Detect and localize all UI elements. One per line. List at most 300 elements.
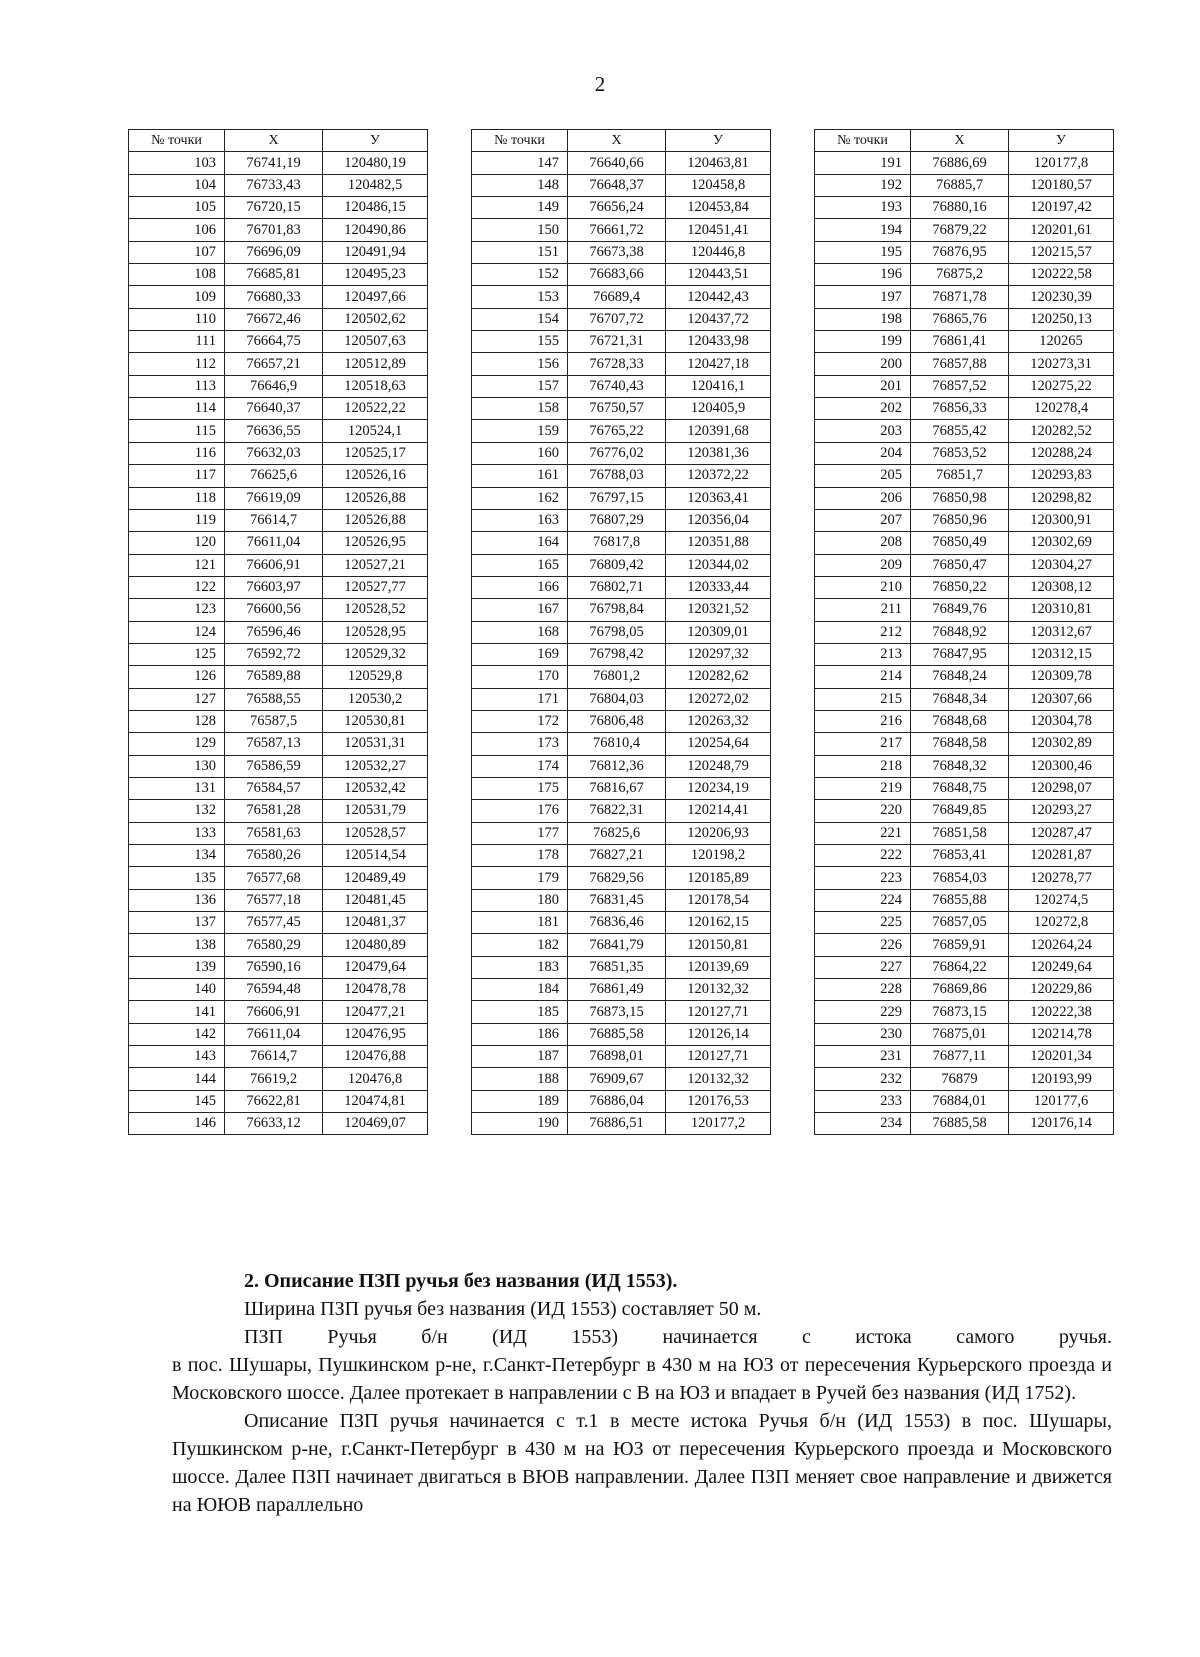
y-coordinate-cell: 120309,01	[666, 621, 771, 643]
point-number-cell: 211	[815, 599, 911, 621]
y-coordinate-cell: 120479,64	[323, 956, 428, 978]
x-coordinate-cell: 76875,2	[911, 264, 1009, 286]
x-coordinate-cell: 76848,68	[911, 710, 1009, 732]
table-row	[129, 934, 428, 956]
y-coordinate-cell: 120476,95	[323, 1023, 428, 1045]
x-coordinate-cell: 76827,21	[568, 845, 666, 867]
point-number-cell: 204	[815, 442, 911, 464]
x-coordinate-cell: 76807,29	[568, 509, 666, 531]
paragraph-2: Описание ПЗП ручья начинается с т.1 в месте истока Ручья б/н (ИД 1553) в пос. Шушары, Пушкинском р-не, г.Санкт-Петербург в 430 м на ЮЗ от пересечения Курьерского проезда и Московского шоссе. Далее ПЗП начинает двигаться в ВЮВ направлении. Далее ПЗП меняет свое направление и движется на ЮЮВ параллельно	[172, 1410, 1112, 1516]
x-coordinate-cell: 76614,7	[225, 1046, 323, 1068]
header-x: X	[568, 130, 666, 152]
y-coordinate-cell: 120344,02	[666, 554, 771, 576]
point-number-cell: 217	[815, 733, 911, 755]
y-coordinate-cell: 120273,31	[1009, 353, 1114, 375]
table-row	[129, 286, 428, 308]
header-point-number: № точки	[815, 130, 911, 152]
table-row	[815, 487, 1114, 509]
y-coordinate-cell: 120287,47	[1009, 822, 1114, 844]
table-row	[129, 375, 428, 397]
y-coordinate-cell: 120416,1	[666, 375, 771, 397]
table-row	[129, 331, 428, 353]
y-coordinate-cell: 120321,52	[666, 599, 771, 621]
point-number-cell: 177	[472, 822, 568, 844]
table-row	[815, 331, 1114, 353]
point-number-cell: 154	[472, 308, 568, 330]
y-coordinate-cell: 120532,42	[323, 777, 428, 799]
point-number-cell: 136	[129, 889, 225, 911]
y-coordinate-cell: 120300,46	[1009, 755, 1114, 777]
x-coordinate-cell: 76879	[911, 1068, 1009, 1090]
x-coordinate-cell: 76812,36	[568, 755, 666, 777]
table-row	[129, 398, 428, 420]
point-number-cell: 143	[129, 1046, 225, 1068]
y-coordinate-cell: 120480,89	[323, 934, 428, 956]
y-coordinate-cell: 120263,32	[666, 710, 771, 732]
x-coordinate-cell: 76850,22	[911, 576, 1009, 598]
point-number-cell: 221	[815, 822, 911, 844]
point-number-cell: 225	[815, 912, 911, 934]
table-row	[472, 845, 771, 867]
point-number-cell: 223	[815, 867, 911, 889]
point-number-cell: 105	[129, 197, 225, 219]
x-coordinate-cell: 76886,51	[568, 1113, 666, 1135]
point-number-cell: 119	[129, 509, 225, 531]
y-coordinate-cell: 120333,44	[666, 576, 771, 598]
point-number-cell: 207	[815, 509, 911, 531]
y-coordinate-cell: 120528,52	[323, 599, 428, 621]
table-row	[815, 599, 1114, 621]
x-coordinate-cell: 76876,95	[911, 241, 1009, 263]
x-coordinate-cell: 76875,01	[911, 1023, 1009, 1045]
table-row	[129, 576, 428, 598]
table-row	[129, 599, 428, 621]
point-number-cell: 197	[815, 286, 911, 308]
x-coordinate-cell: 76848,92	[911, 621, 1009, 643]
y-coordinate-cell: 120282,52	[1009, 420, 1114, 442]
x-coordinate-cell: 76857,52	[911, 375, 1009, 397]
table-row	[129, 643, 428, 665]
y-coordinate-cell: 120481,37	[323, 912, 428, 934]
table-row	[815, 532, 1114, 554]
point-number-cell: 145	[129, 1090, 225, 1112]
y-coordinate-cell: 120150,81	[666, 934, 771, 956]
table-row	[129, 308, 428, 330]
point-number-cell: 152	[472, 264, 568, 286]
x-coordinate-cell: 76603,97	[225, 576, 323, 598]
table-row	[815, 264, 1114, 286]
header-point-number: № точки	[472, 130, 568, 152]
table-row	[815, 308, 1114, 330]
table-row	[815, 621, 1114, 643]
x-coordinate-cell: 76592,72	[225, 643, 323, 665]
point-number-cell: 199	[815, 331, 911, 353]
table-row	[129, 1113, 428, 1135]
x-coordinate-cell: 76648,37	[568, 174, 666, 196]
x-coordinate-cell: 76581,28	[225, 800, 323, 822]
x-coordinate-cell: 76588,55	[225, 688, 323, 710]
point-number-cell: 122	[129, 576, 225, 598]
paragraph-1-first-line: ПЗП Ручья б/н (ИД 1553) начинается с истока самого ручья.	[244, 1326, 1112, 1348]
point-number-cell: 115	[129, 420, 225, 442]
table-row	[815, 1023, 1114, 1045]
x-coordinate-cell: 76707,72	[568, 308, 666, 330]
table-row	[815, 1113, 1114, 1135]
point-number-cell: 157	[472, 375, 568, 397]
y-coordinate-cell: 120298,07	[1009, 777, 1114, 799]
x-coordinate-cell: 76850,49	[911, 532, 1009, 554]
y-coordinate-cell: 120442,43	[666, 286, 771, 308]
point-number-cell: 137	[129, 912, 225, 934]
table-row	[129, 420, 428, 442]
point-number-cell: 190	[472, 1113, 568, 1135]
point-number-cell: 175	[472, 777, 568, 799]
table-row	[472, 554, 771, 576]
y-coordinate-cell: 120528,57	[323, 822, 428, 844]
x-coordinate-cell: 76851,58	[911, 822, 1009, 844]
x-coordinate-cell: 76886,04	[568, 1090, 666, 1112]
point-number-cell: 226	[815, 934, 911, 956]
y-coordinate-cell: 120469,07	[323, 1113, 428, 1135]
point-number-cell: 146	[129, 1113, 225, 1135]
point-number-cell: 109	[129, 286, 225, 308]
table-row	[472, 1023, 771, 1045]
y-coordinate-cell: 120177,8	[1009, 152, 1114, 174]
table-row	[472, 621, 771, 643]
point-number-cell: 110	[129, 308, 225, 330]
point-number-cell: 124	[129, 621, 225, 643]
y-coordinate-cell: 120356,04	[666, 509, 771, 531]
y-coordinate-cell: 120264,24	[1009, 934, 1114, 956]
point-number-cell: 108	[129, 264, 225, 286]
y-coordinate-cell: 120302,69	[1009, 532, 1114, 554]
table-row	[472, 331, 771, 353]
x-coordinate-cell: 76580,29	[225, 934, 323, 956]
table-row	[472, 1001, 771, 1023]
y-coordinate-cell: 120522,22	[323, 398, 428, 420]
point-number-cell: 233	[815, 1090, 911, 1112]
table-row	[815, 755, 1114, 777]
point-number-cell: 163	[472, 509, 568, 531]
y-coordinate-cell: 120526,95	[323, 532, 428, 554]
point-number-cell: 182	[472, 934, 568, 956]
y-coordinate-cell: 120126,14	[666, 1023, 771, 1045]
y-coordinate-cell: 120529,8	[323, 666, 428, 688]
point-number-cell: 147	[472, 152, 568, 174]
point-number-cell: 181	[472, 912, 568, 934]
point-number-cell: 113	[129, 375, 225, 397]
y-coordinate-cell: 120372,22	[666, 465, 771, 487]
point-number-cell: 231	[815, 1046, 911, 1068]
table-row	[815, 733, 1114, 755]
x-coordinate-cell: 76589,88	[225, 666, 323, 688]
point-number-cell: 229	[815, 1001, 911, 1023]
point-number-cell: 162	[472, 487, 568, 509]
table-row	[472, 532, 771, 554]
x-coordinate-cell: 76853,41	[911, 845, 1009, 867]
point-number-cell: 172	[472, 710, 568, 732]
point-number-cell: 228	[815, 979, 911, 1001]
point-number-cell: 195	[815, 241, 911, 263]
point-number-cell: 180	[472, 889, 568, 911]
point-number-cell: 107	[129, 241, 225, 263]
table-row	[129, 1090, 428, 1112]
y-coordinate-cell: 120298,82	[1009, 487, 1114, 509]
header-x: X	[225, 130, 323, 152]
table-row	[815, 666, 1114, 688]
table-row	[472, 777, 771, 799]
point-number-cell: 187	[472, 1046, 568, 1068]
x-coordinate-cell: 76750,57	[568, 398, 666, 420]
x-coordinate-cell: 76664,75	[225, 331, 323, 353]
table-row	[815, 554, 1114, 576]
x-coordinate-cell: 76851,7	[911, 465, 1009, 487]
table-row	[472, 375, 771, 397]
y-coordinate-cell: 120482,5	[323, 174, 428, 196]
x-coordinate-cell: 76633,12	[225, 1113, 323, 1135]
table-row	[472, 800, 771, 822]
point-number-cell: 185	[472, 1001, 568, 1023]
x-coordinate-cell: 76696,09	[225, 241, 323, 263]
table-row	[129, 979, 428, 1001]
y-coordinate-cell: 120278,77	[1009, 867, 1114, 889]
y-coordinate-cell: 120480,19	[323, 152, 428, 174]
y-coordinate-cell: 120427,18	[666, 353, 771, 375]
y-coordinate-cell: 120446,8	[666, 241, 771, 263]
y-coordinate-cell: 120514,54	[323, 845, 428, 867]
x-coordinate-cell: 76847,95	[911, 643, 1009, 665]
x-coordinate-cell: 76577,68	[225, 867, 323, 889]
y-coordinate-cell: 120477,21	[323, 1001, 428, 1023]
table-row	[815, 509, 1114, 531]
y-coordinate-cell: 120527,21	[323, 554, 428, 576]
x-coordinate-cell: 76765,22	[568, 420, 666, 442]
table-row	[472, 487, 771, 509]
y-coordinate-cell: 120297,32	[666, 643, 771, 665]
point-number-cell: 151	[472, 241, 568, 263]
x-coordinate-cell: 76577,18	[225, 889, 323, 911]
y-coordinate-cell: 120531,79	[323, 800, 428, 822]
x-coordinate-cell: 76600,56	[225, 599, 323, 621]
table-row	[129, 777, 428, 799]
point-number-cell: 183	[472, 956, 568, 978]
point-number-cell: 215	[815, 688, 911, 710]
y-coordinate-cell: 120531,31	[323, 733, 428, 755]
table-row	[129, 956, 428, 978]
x-coordinate-cell: 76898,01	[568, 1046, 666, 1068]
table-row	[815, 442, 1114, 464]
table-row	[815, 465, 1114, 487]
point-number-cell: 167	[472, 599, 568, 621]
table-row	[472, 912, 771, 934]
y-coordinate-cell: 120476,88	[323, 1046, 428, 1068]
section-description	[172, 1267, 1112, 1519]
x-coordinate-cell: 76857,88	[911, 353, 1009, 375]
y-coordinate-cell: 120463,81	[666, 152, 771, 174]
y-coordinate-cell: 120363,41	[666, 487, 771, 509]
x-coordinate-cell: 76857,05	[911, 912, 1009, 934]
x-coordinate-cell: 76850,47	[911, 554, 1009, 576]
point-number-cell: 118	[129, 487, 225, 509]
x-coordinate-cell: 76850,98	[911, 487, 1009, 509]
table-row	[129, 1068, 428, 1090]
y-coordinate-cell: 120530,2	[323, 688, 428, 710]
point-number-cell: 135	[129, 867, 225, 889]
table-row	[815, 375, 1114, 397]
table-row	[472, 1090, 771, 1112]
y-coordinate-cell: 120127,71	[666, 1001, 771, 1023]
y-coordinate-cell: 120127,71	[666, 1046, 771, 1068]
x-coordinate-cell: 76885,58	[911, 1113, 1009, 1135]
x-coordinate-cell: 76848,24	[911, 666, 1009, 688]
table-row	[815, 710, 1114, 732]
header-y: У	[666, 130, 771, 152]
table-row	[815, 934, 1114, 956]
x-coordinate-cell: 76848,75	[911, 777, 1009, 799]
point-number-cell: 205	[815, 465, 911, 487]
y-coordinate-cell: 120307,66	[1009, 688, 1114, 710]
header-y: У	[1009, 130, 1114, 152]
y-coordinate-cell: 120250,13	[1009, 308, 1114, 330]
x-coordinate-cell: 76864,22	[911, 956, 1009, 978]
x-coordinate-cell: 76848,58	[911, 733, 1009, 755]
point-number-cell: 148	[472, 174, 568, 196]
point-number-cell: 171	[472, 688, 568, 710]
y-coordinate-cell: 120206,93	[666, 822, 771, 844]
y-coordinate-cell: 120381,36	[666, 442, 771, 464]
x-coordinate-cell: 76728,33	[568, 353, 666, 375]
x-coordinate-cell: 76817,8	[568, 532, 666, 554]
table-row	[815, 979, 1114, 1001]
x-coordinate-cell: 76673,38	[568, 241, 666, 263]
table-row	[472, 755, 771, 777]
table-row	[815, 398, 1114, 420]
table-row	[472, 1113, 771, 1135]
y-coordinate-cell: 120230,39	[1009, 286, 1114, 308]
table-row	[815, 152, 1114, 174]
y-coordinate-cell: 120526,88	[323, 509, 428, 531]
x-coordinate-cell: 76580,26	[225, 845, 323, 867]
y-coordinate-cell: 120351,88	[666, 532, 771, 554]
x-coordinate-cell: 76853,52	[911, 442, 1009, 464]
table-row	[472, 509, 771, 531]
x-coordinate-cell: 76865,76	[911, 308, 1009, 330]
point-number-cell: 213	[815, 643, 911, 665]
y-coordinate-cell: 120178,54	[666, 889, 771, 911]
table-row	[815, 777, 1114, 799]
y-coordinate-cell: 120265	[1009, 331, 1114, 353]
point-number-cell: 174	[472, 755, 568, 777]
y-coordinate-cell: 120177,2	[666, 1113, 771, 1135]
point-number-cell: 214	[815, 666, 911, 688]
x-coordinate-cell: 76854,03	[911, 867, 1009, 889]
point-number-cell: 219	[815, 777, 911, 799]
table-row	[472, 465, 771, 487]
x-coordinate-cell: 76701,83	[225, 219, 323, 241]
table-row	[129, 442, 428, 464]
table-row	[129, 174, 428, 196]
x-coordinate-cell: 76886,69	[911, 152, 1009, 174]
x-coordinate-cell: 76587,13	[225, 733, 323, 755]
x-coordinate-cell: 76636,55	[225, 420, 323, 442]
point-number-cell: 111	[129, 331, 225, 353]
y-coordinate-cell: 120481,45	[323, 889, 428, 911]
table-row	[472, 241, 771, 263]
table-row	[815, 956, 1114, 978]
x-coordinate-cell: 76720,15	[225, 197, 323, 219]
table-row	[472, 710, 771, 732]
point-number-cell: 114	[129, 398, 225, 420]
x-coordinate-cell: 76721,31	[568, 331, 666, 353]
table-row	[472, 420, 771, 442]
y-coordinate-cell: 120524,1	[323, 420, 428, 442]
y-coordinate-cell: 120197,42	[1009, 197, 1114, 219]
table-row	[472, 867, 771, 889]
y-coordinate-cell: 120527,77	[323, 576, 428, 598]
table-row	[472, 956, 771, 978]
x-coordinate-cell: 76849,76	[911, 599, 1009, 621]
y-coordinate-cell: 120177,6	[1009, 1090, 1114, 1112]
y-coordinate-cell: 120272,8	[1009, 912, 1114, 934]
y-coordinate-cell: 120185,89	[666, 867, 771, 889]
y-coordinate-cell: 120518,63	[323, 375, 428, 397]
x-coordinate-cell: 76672,46	[225, 308, 323, 330]
y-coordinate-cell: 120489,49	[323, 867, 428, 889]
x-coordinate-cell: 76810,4	[568, 733, 666, 755]
x-coordinate-cell: 76640,37	[225, 398, 323, 420]
x-coordinate-cell: 76776,02	[568, 442, 666, 464]
x-coordinate-cell: 76741,19	[225, 152, 323, 174]
y-coordinate-cell: 120214,41	[666, 800, 771, 822]
point-number-cell: 126	[129, 666, 225, 688]
table-row	[129, 353, 428, 375]
x-coordinate-cell: 76825,6	[568, 822, 666, 844]
point-number-cell: 178	[472, 845, 568, 867]
point-number-cell: 184	[472, 979, 568, 1001]
x-coordinate-cell: 76855,42	[911, 420, 1009, 442]
point-number-cell: 127	[129, 688, 225, 710]
x-coordinate-cell: 76816,67	[568, 777, 666, 799]
y-coordinate-cell: 120162,15	[666, 912, 771, 934]
x-coordinate-cell: 76606,91	[225, 554, 323, 576]
y-coordinate-cell: 120176,53	[666, 1090, 771, 1112]
point-number-cell: 198	[815, 308, 911, 330]
x-coordinate-cell: 76801,2	[568, 666, 666, 688]
table-row	[129, 554, 428, 576]
x-coordinate-cell: 76877,11	[911, 1046, 1009, 1068]
x-coordinate-cell: 76869,86	[911, 979, 1009, 1001]
point-number-cell: 144	[129, 1068, 225, 1090]
x-coordinate-cell: 76661,72	[568, 219, 666, 241]
y-coordinate-cell: 120215,57	[1009, 241, 1114, 263]
x-coordinate-cell: 76850,96	[911, 509, 1009, 531]
header-y: У	[323, 130, 428, 152]
y-coordinate-cell: 120288,24	[1009, 442, 1114, 464]
y-coordinate-cell: 120132,32	[666, 1068, 771, 1090]
x-coordinate-cell: 76622,81	[225, 1090, 323, 1112]
table-row	[129, 1001, 428, 1023]
table-row	[129, 532, 428, 554]
x-coordinate-cell: 76859,91	[911, 934, 1009, 956]
point-number-cell: 120	[129, 532, 225, 554]
y-coordinate-cell: 120526,88	[323, 487, 428, 509]
x-coordinate-cell: 76587,5	[225, 710, 323, 732]
point-number-cell: 192	[815, 174, 911, 196]
x-coordinate-cell: 76873,15	[911, 1001, 1009, 1023]
table-row	[815, 800, 1114, 822]
y-coordinate-cell: 120281,87	[1009, 845, 1114, 867]
table-row	[129, 197, 428, 219]
